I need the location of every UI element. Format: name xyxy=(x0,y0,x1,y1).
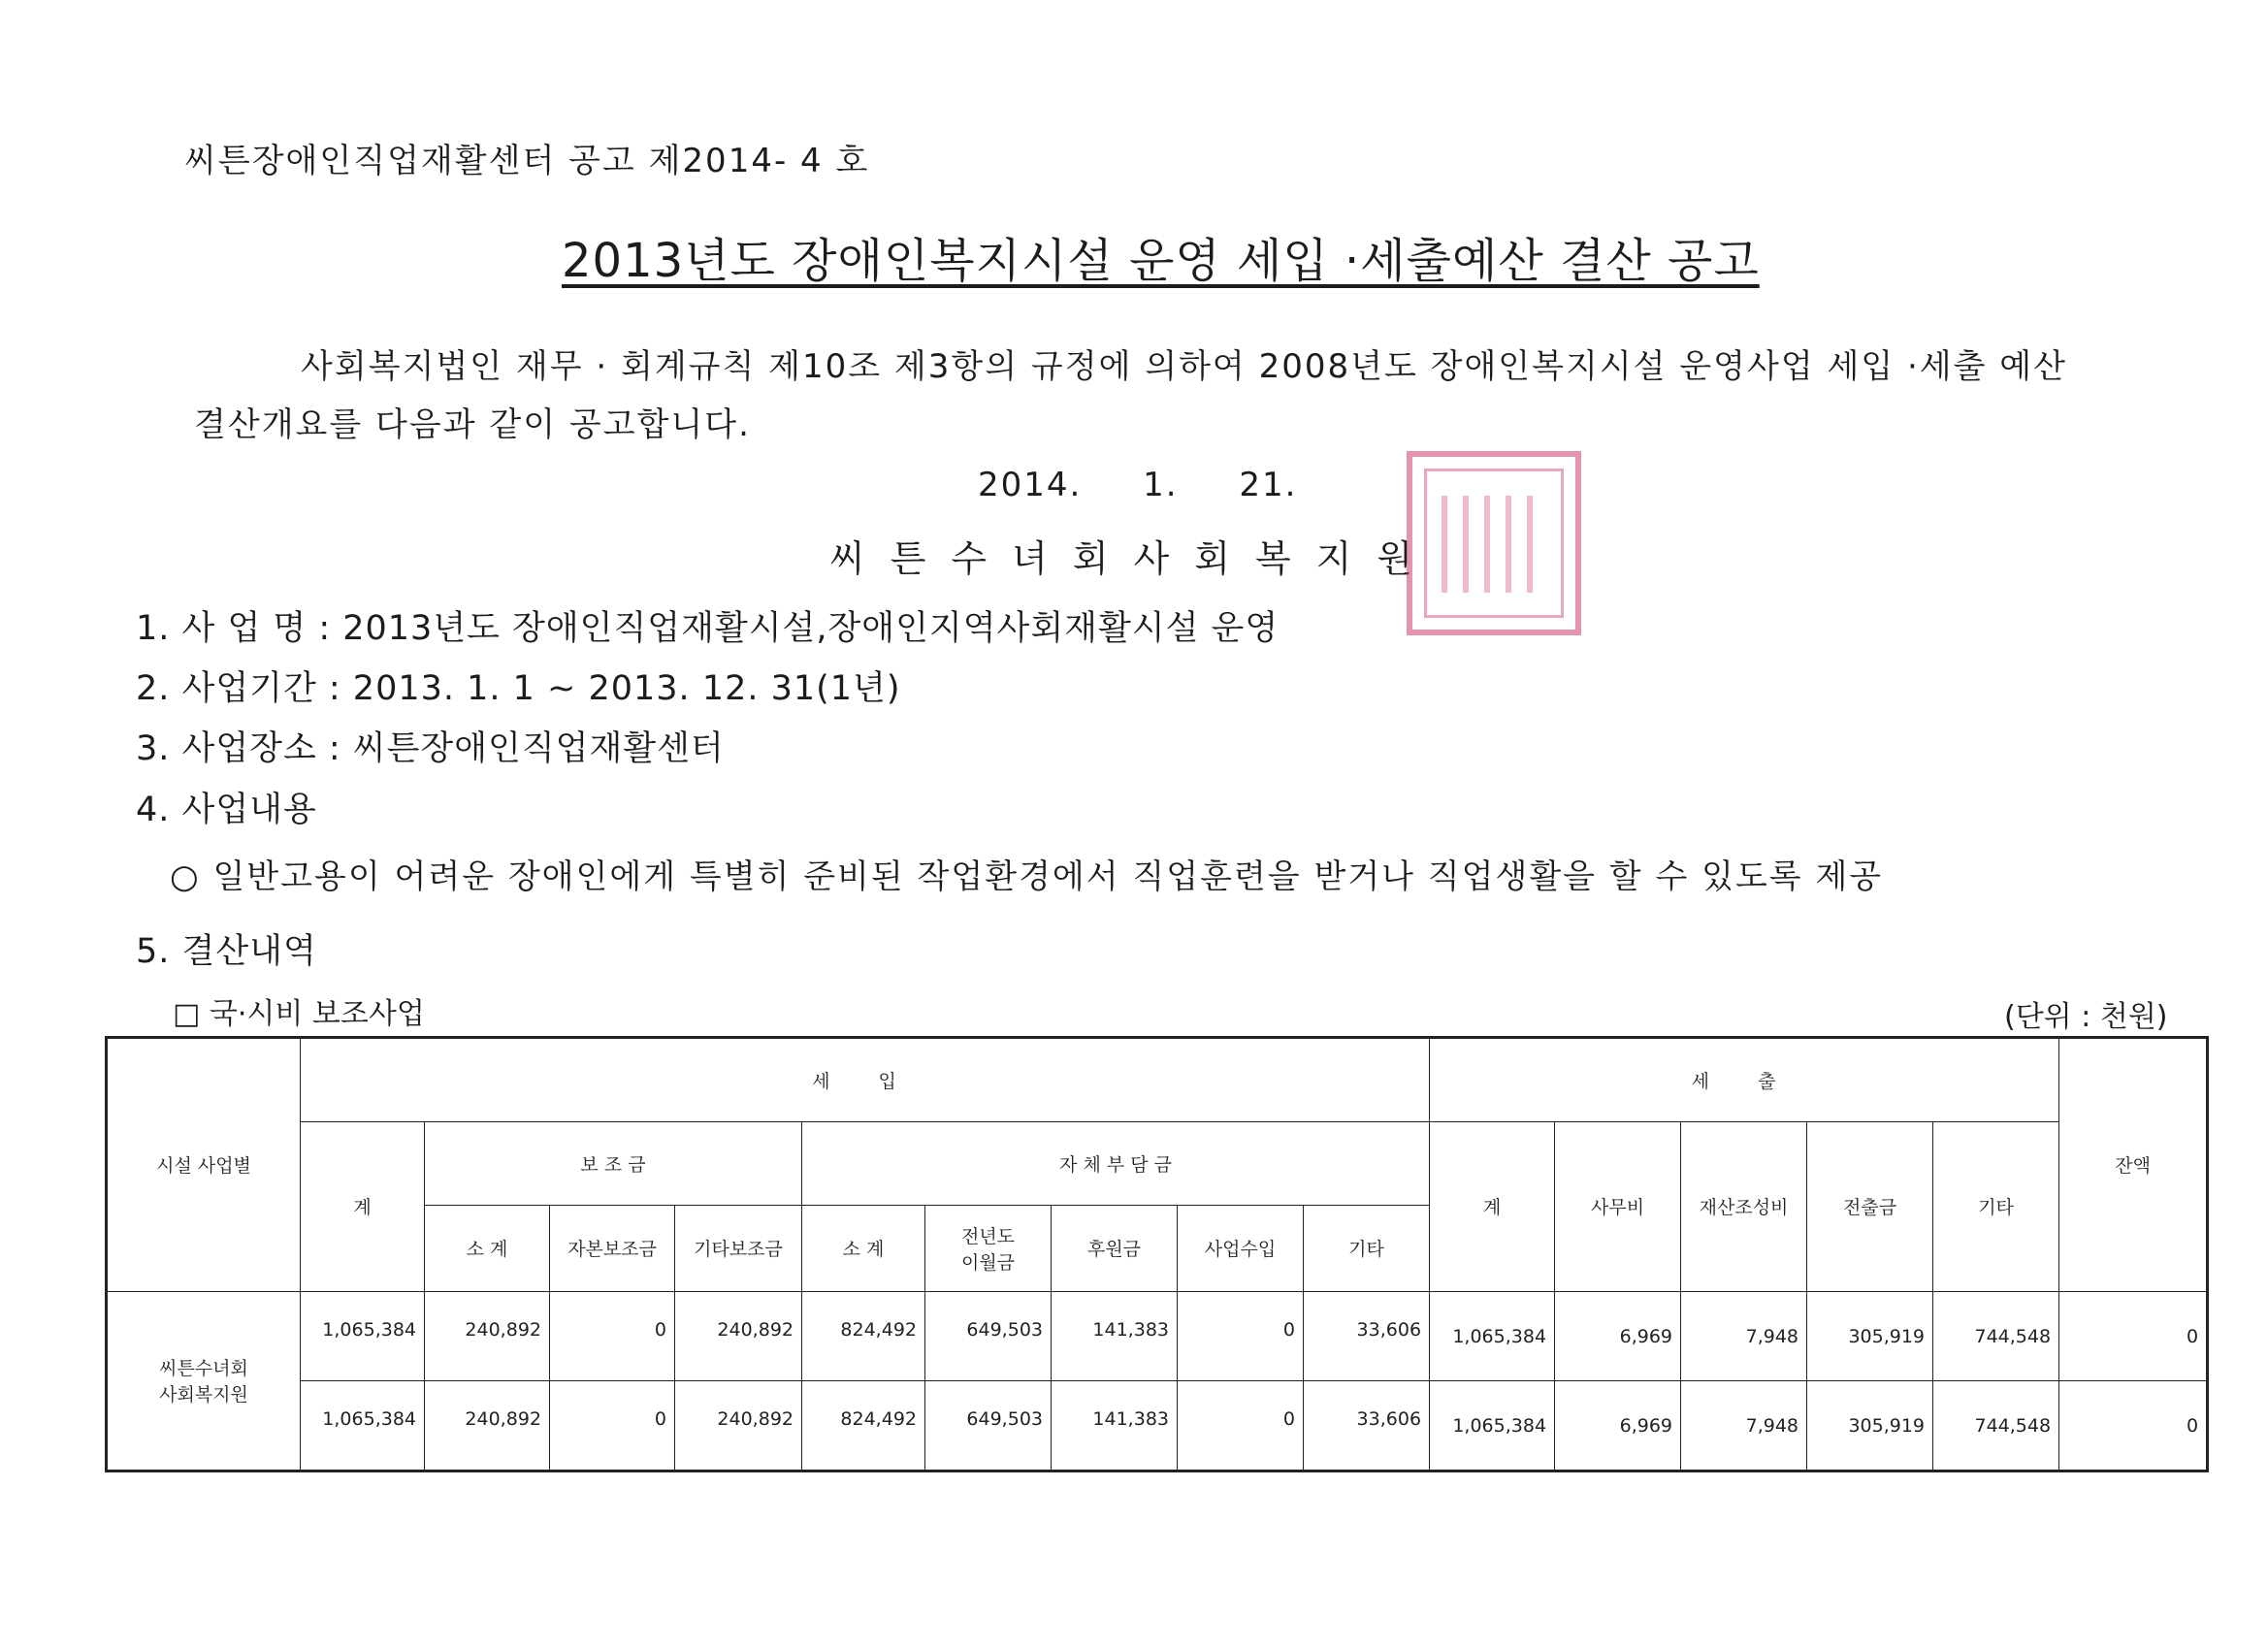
cell-expenditure-other: 744,548 xyxy=(1933,1291,2059,1381)
header-revenue: 세 입 xyxy=(301,1038,1430,1122)
facility-name-line2: 사회복지원 xyxy=(159,1384,248,1406)
item-business-name: 1. 사 업 명 : 2013년도 장애인직업재활시설,장애인지역사회재활시설 운영 xyxy=(136,609,1280,648)
header-revenue-total: 계 xyxy=(301,1121,425,1291)
cell-carryover: 649,503 xyxy=(925,1381,1052,1471)
header-business-income: 사업수입 xyxy=(1178,1206,1304,1292)
cell-revenue-total: 1,065,384 xyxy=(301,1381,425,1471)
intro-line-2: 결산개요를 다음과 같이 공고합니다. xyxy=(194,405,751,444)
header-expenditure: 세 출 xyxy=(1430,1038,2059,1122)
cell-expenditure-total: 1,065,384 xyxy=(1430,1381,1555,1471)
official-seal-stamp xyxy=(1407,451,1581,635)
cell-balance: 0 xyxy=(2059,1381,2208,1471)
cell-donation: 141,383 xyxy=(1052,1381,1178,1471)
business-content-text: ○ 일반고용이 어려운 장애인에게 특별히 준비된 작업환경에서 직업훈련을 받거나 직업생활을 할 수 있도록 제공 xyxy=(170,857,1884,896)
facility-name-line1: 씨튼수녀회 xyxy=(159,1358,248,1380)
facility-name-cell xyxy=(107,1291,301,1471)
header-subsidy-subtotal: 소 계 xyxy=(425,1206,550,1292)
header-self-subtotal: 소 계 xyxy=(802,1206,925,1292)
cell-other-subsidy: 240,892 xyxy=(675,1291,802,1381)
cell-subsidy-subtotal: 240,892 xyxy=(425,1291,550,1381)
organization-name: 씨튼수녀회사회복지원 xyxy=(829,537,1439,580)
item-business-content: 4. 사업내용 xyxy=(136,791,317,829)
cell-business-income: 0 xyxy=(1178,1381,1304,1471)
table-subtitle: □ 국·시비 보조사업 xyxy=(173,997,425,1031)
cell-expenditure-total: 1,065,384 xyxy=(1430,1291,1555,1381)
header-self-burden: 자 체 부 담 금 xyxy=(802,1121,1430,1206)
cell-property: 7,948 xyxy=(1681,1381,1807,1471)
cell-capital-subsidy: 0 xyxy=(550,1291,675,1381)
cell-expenditure-other: 744,548 xyxy=(1933,1381,2059,1471)
cell-self-subtotal: 824,492 xyxy=(802,1291,925,1381)
item-business-location: 3. 사업장소 : 씨튼장애인직업재활센터 xyxy=(136,729,725,768)
page-title: 2013년도 장애인복지시설 운영 세입 ·세출예산 결산 공고 xyxy=(562,234,1760,288)
cell-capital-subsidy: 0 xyxy=(550,1381,675,1471)
cell-business-income: 0 xyxy=(1178,1291,1304,1381)
header-office: 사무비 xyxy=(1555,1121,1681,1291)
header-property: 재산조성비 xyxy=(1681,1121,1807,1291)
cell-transfer: 305,919 xyxy=(1807,1381,1933,1471)
table-row xyxy=(107,1291,2208,1381)
header-carryover-line2: 이월금 xyxy=(960,1251,1016,1274)
cell-transfer: 305,919 xyxy=(1807,1291,1933,1381)
seal-characters xyxy=(1442,496,1548,593)
notice-number: 씨튼장애인직업재활센터 공고 제2014- 4 호 xyxy=(184,142,870,180)
header-self-other: 기타 xyxy=(1304,1206,1430,1292)
cell-other-subsidy: 240,892 xyxy=(675,1381,802,1471)
header-expenditure-other: 기타 xyxy=(1933,1121,2059,1291)
cell-carryover: 649,503 xyxy=(925,1291,1052,1381)
cell-subsidy-subtotal: 240,892 xyxy=(425,1381,550,1471)
header-other-subsidy: 기타보조금 xyxy=(675,1206,802,1292)
header-transfer: 전출금 xyxy=(1807,1121,1933,1291)
cell-self-other: 33,606 xyxy=(1304,1381,1430,1471)
cell-self-subtotal: 824,492 xyxy=(802,1381,925,1471)
cell-revenue-total: 1,065,384 xyxy=(301,1291,425,1381)
header-carryover-line1: 전년도 xyxy=(960,1225,1016,1247)
header-facility: 시설 사업별 xyxy=(107,1038,301,1292)
cell-office: 6,969 xyxy=(1555,1291,1681,1381)
header-capital-subsidy: 자본보조금 xyxy=(550,1206,675,1292)
item-business-period: 2. 사업기간 : 2013. 1. 1 ~ 2013. 12. 31(1년) xyxy=(136,669,901,708)
item-settlement-details: 5. 결산내역 xyxy=(136,932,317,971)
cell-donation: 141,383 xyxy=(1052,1291,1178,1381)
header-balance: 잔액 xyxy=(2059,1038,2208,1292)
cell-balance: 0 xyxy=(2059,1291,2208,1381)
settlement-table xyxy=(105,1036,2209,1472)
table-unit: (단위 : 천원) xyxy=(2004,1000,2168,1034)
table-row xyxy=(107,1381,2208,1471)
header-expenditure-total: 계 xyxy=(1430,1121,1555,1291)
cell-self-other: 33,606 xyxy=(1304,1291,1430,1381)
header-subsidy: 보 조 금 xyxy=(425,1121,802,1206)
header-donation: 후원금 xyxy=(1052,1206,1178,1292)
notice-date: 2014. 1. 21. xyxy=(978,466,1298,504)
cell-office: 6,969 xyxy=(1555,1381,1681,1471)
header-carryover xyxy=(925,1206,1052,1292)
intro-line-1: 사회복지법인 재무 · 회계규칙 제10조 제3항의 규정에 의하여 2008년도 장애인복지시설 운영사업 세입 ·세출 예산 xyxy=(301,347,2067,386)
cell-property: 7,948 xyxy=(1681,1291,1807,1381)
